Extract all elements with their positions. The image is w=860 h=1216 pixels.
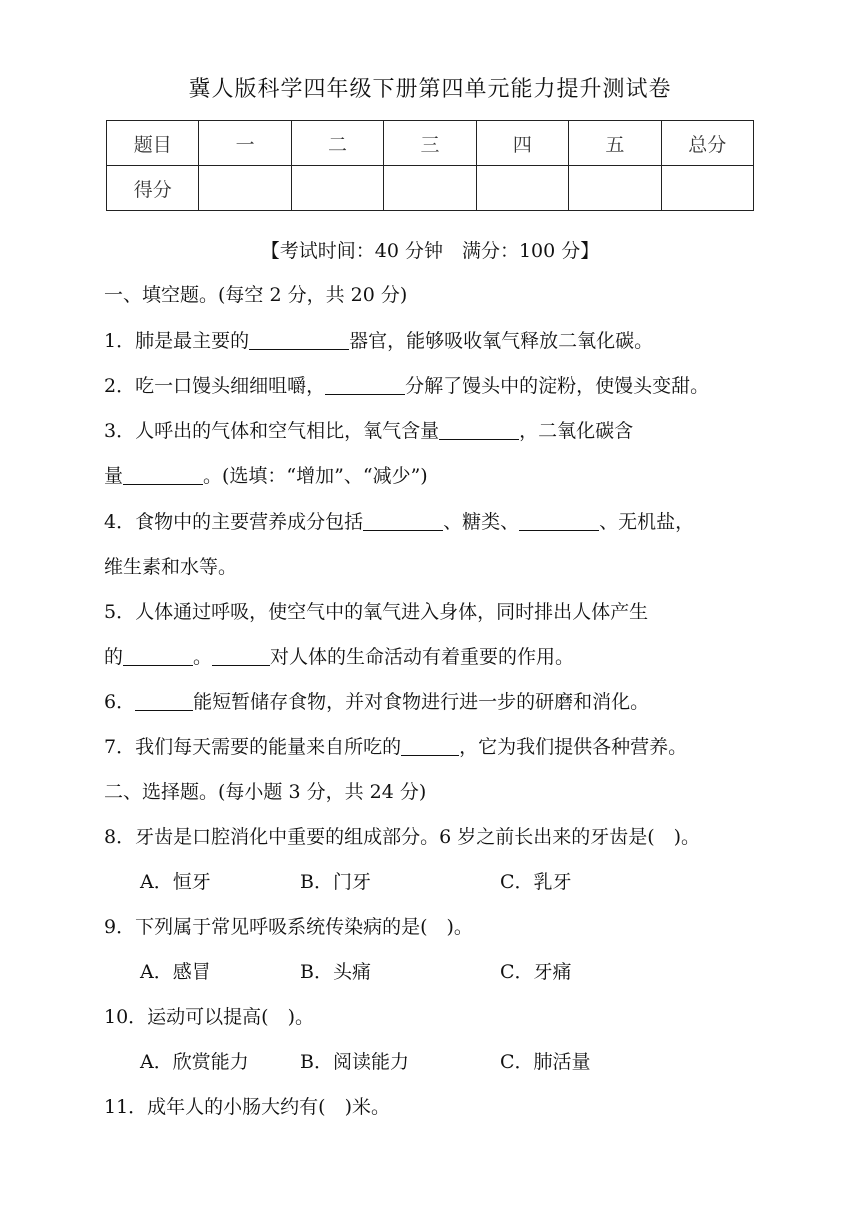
score-table-cell: 二 [291, 121, 383, 166]
question-4 [104, 507, 694, 534]
option-c: C．肺活量 [500, 1051, 591, 1073]
question-9: 9．下列属于常见呼吸系统传染病的是( )。 [104, 916, 473, 938]
question-11: 11．成年人的小肠大约有( )米。 [104, 1096, 391, 1118]
question-text: 6． [104, 691, 136, 713]
answer-blank [401, 735, 459, 756]
question-text: 的 [104, 646, 124, 668]
score-input-cell [384, 166, 476, 211]
question-text: 3．人呼出的气体和空气相比，氧气含量 [104, 420, 440, 442]
score-table-cell: 四 [476, 121, 568, 166]
option-b: B．阅读能力 [300, 1051, 409, 1073]
question-text: 量 [104, 465, 124, 487]
answer-blank [519, 510, 599, 531]
question-1 [104, 326, 653, 353]
question-8-options [140, 867, 572, 894]
option-c: C．乳牙 [500, 871, 572, 893]
question-6 [104, 687, 649, 714]
question-text: 能短暂储存食物，并对食物进行进一步的研磨和消化。 [193, 691, 650, 713]
exam-info: 【考试时间：40 分钟 满分：100 分】 [260, 240, 600, 262]
question-text: 器官，能够吸收氧气释放二氧化碳。 [349, 330, 654, 352]
question-text: 、糖类、 [443, 511, 520, 533]
question-text: 分解了馒头中的淀粉，使馒头变甜。 [405, 375, 710, 397]
question-text: 。(选填：“增加”、“减少”) [203, 465, 428, 487]
score-input-cell [199, 166, 291, 211]
option-b: B．头痛 [300, 961, 371, 983]
section-heading: 二、选择题。(每小题 3 分，共 24 分) [104, 781, 427, 803]
option-a: A．欣赏能力 [140, 1051, 249, 1073]
answer-blank [325, 374, 405, 395]
option-c: C．牙痛 [500, 961, 572, 983]
question-5-continued [104, 642, 574, 669]
answer-blank [212, 645, 270, 666]
question-text: 7．我们每天需要的能量来自所吃的 [104, 736, 402, 758]
score-input-cell [291, 166, 383, 211]
question-3-continued [104, 461, 428, 488]
score-table-cell: 一 [199, 121, 291, 166]
question-4-continued: 维生素和水等。 [104, 556, 238, 578]
score-input-cell [661, 166, 753, 211]
question-text: ，二氧化碳含 [519, 420, 634, 442]
question-7 [104, 732, 687, 759]
answer-blank [123, 645, 193, 666]
question-2 [104, 371, 709, 398]
question-10: 10．运动可以提高( )。 [104, 1006, 315, 1028]
score-table-score-row [107, 166, 754, 211]
question-text: 、无机盐， [599, 511, 695, 533]
section-heading: 一、填空题。(每空 2 分，共 20 分) [104, 284, 408, 306]
question-9-options [140, 957, 572, 984]
option-a: A．感冒 [140, 961, 211, 983]
score-input-cell [476, 166, 568, 211]
score-table-cell: 题目 [107, 121, 199, 166]
answer-blank [249, 329, 349, 350]
answer-blank [363, 510, 443, 531]
score-table-header-row [107, 121, 754, 166]
question-text: 4．食物中的主要营养成分包括 [104, 511, 364, 533]
option-a: A．恒牙 [140, 871, 211, 893]
score-table [106, 120, 754, 211]
answer-blank [439, 419, 519, 440]
score-table-cell: 总分 [661, 121, 753, 166]
question-text: 2．吃一口馒头细细咀嚼， [104, 375, 326, 397]
question-5: 5．人体通过呼吸，使空气中的氧气进入身体，同时排出人体产生 [104, 601, 649, 623]
score-table-cell: 三 [384, 121, 476, 166]
page-title: 冀人版科学四年级下册第四单元能力提升测试卷 [188, 77, 672, 102]
score-input-cell [569, 166, 661, 211]
answer-blank [135, 690, 193, 711]
question-text: 1．肺是最主要的 [104, 330, 250, 352]
question-3 [104, 416, 633, 443]
answer-blank [123, 464, 203, 485]
option-b: B．门牙 [300, 871, 371, 893]
question-text: ，它为我们提供各种营养。 [459, 736, 688, 758]
question-text: 。 [193, 646, 213, 668]
score-row-label: 得分 [107, 166, 199, 211]
question-8: 8．牙齿是口腔消化中重要的组成部分。6 岁之前长出来的牙齿是( )。 [104, 826, 701, 848]
question-text: 对人体的生命活动有着重要的作用。 [270, 646, 575, 668]
score-table-cell: 五 [569, 121, 661, 166]
question-10-options [140, 1047, 591, 1074]
